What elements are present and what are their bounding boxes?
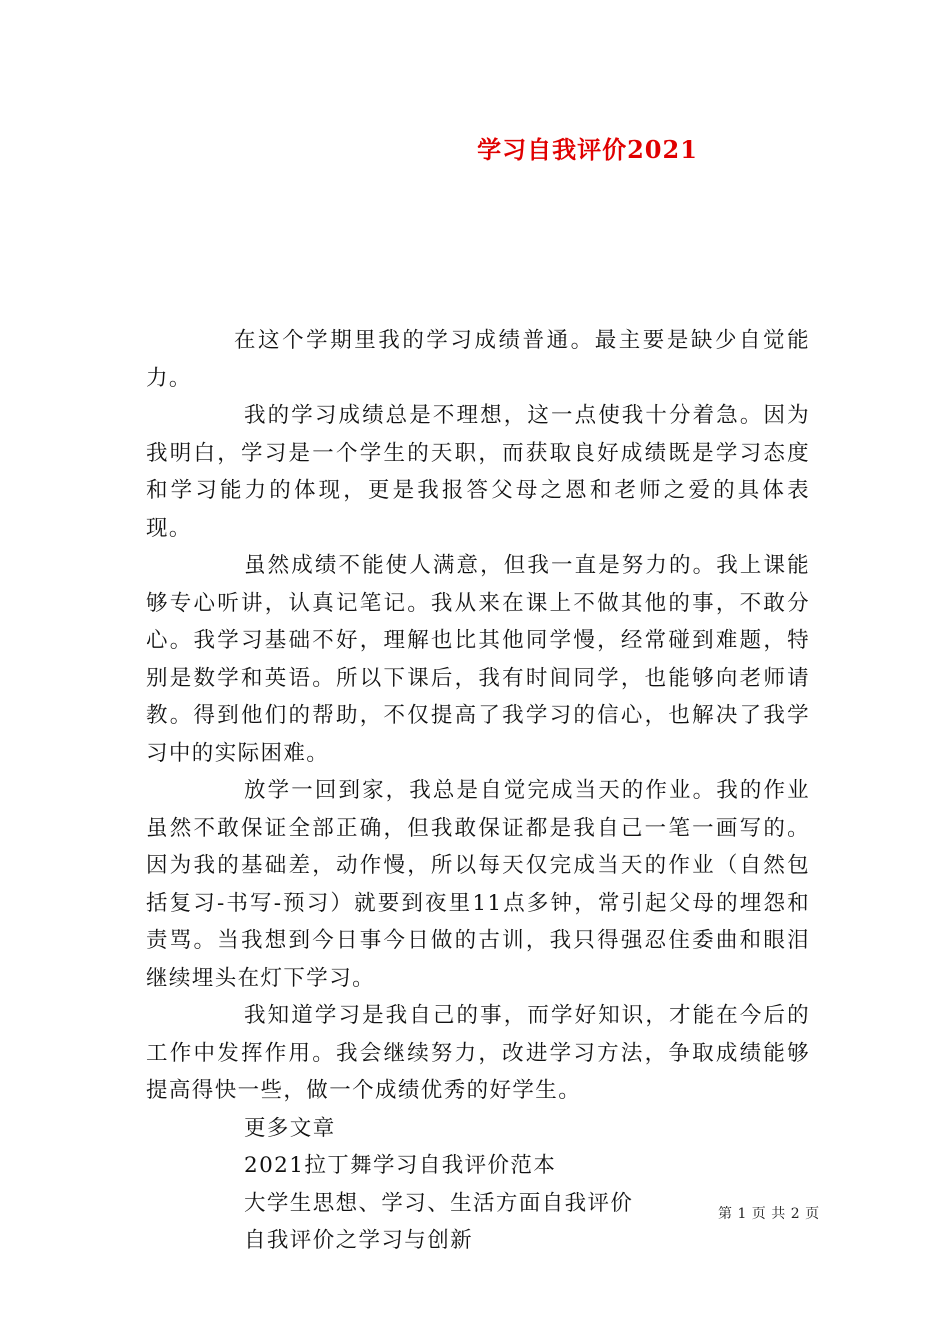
paragraph-4: 放学一回到家，我总是自觉完成当天的作业。我的作业虽然不敢保证全部正确，但我敢保证都是我自己一笔一画写的。因为我的基础差，动作慢，所以每天仅完成当天的作业（自然包括复习-书写-预习）就要到夜里11点多钟，常引起父母的埋怨和责骂。当我想到今日事今日做的古训，我只得强忍住委曲和眼泪继续埋头在灯下学习。: [146, 778, 810, 991]
document-title: 学习自我评价2021: [477, 135, 698, 164]
paragraph-5: 我知道学习是我自己的事，而学好知识，才能在今后的工作中发挥作用。我会继续努力，改进学习方法，争取成绩能够提高得快一些，做一个成绩优秀的好学生。: [146, 1003, 810, 1103]
related-link-1[interactable]: 2021拉丁舞学习自我评价范本: [244, 1153, 557, 1178]
page-number: 第 1 页 共 2 页: [718, 1206, 820, 1222]
document-body: [146, 322, 810, 1260]
related-link-3[interactable]: 自我评价之学习与创新: [244, 1228, 474, 1253]
paragraph-1: 在这个学期里我的学习成绩普通。最主要是缺少自觉能力。: [146, 328, 810, 391]
paragraph-2: 我的学习成绩总是不理想，这一点使我十分着急。因为我明白，学习是一个学生的天职，而获取良好成绩既是学习态度和学习能力的体现，更是我报答父母之恩和老师之爱的具体表现。: [146, 403, 810, 541]
related-link-2[interactable]: 大学生思想、学习、生活方面自我评价: [244, 1190, 634, 1216]
more-articles-section: [146, 1110, 810, 1260]
paragraph-3: 虽然成绩不能使人满意，但我一直是努力的。我上课能够专心听讲，认真记笔记。我从来在课上不做其他的事，不敢分心。我学习基础不好，理解也比其他同学慢，经常碰到难题，特别是数学和英语。所以下课后，我有时间同学，也能够向老师请教。得到他们的帮助，不仅提高了我学习的信心，也解决了我学习中的实际困难。: [146, 553, 810, 766]
more-articles-heading: 更多文章: [244, 1115, 336, 1141]
